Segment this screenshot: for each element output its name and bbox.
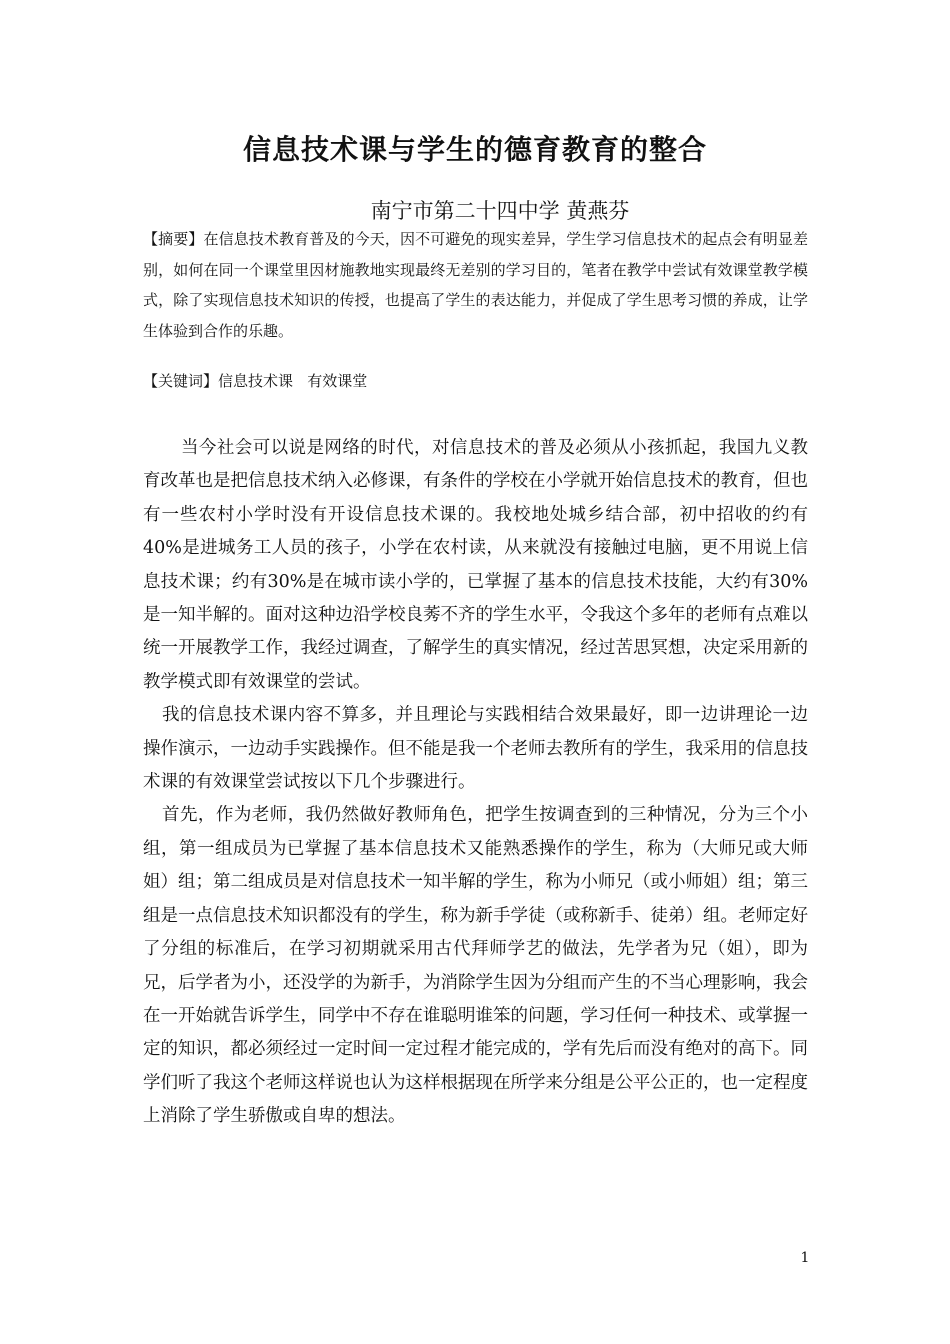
body-paragraph: 我的信息技术课内容不算多，并且理论与实践相结合效果最好，即一边讲理论一边操作演示，一边动手实践操作。但不能是我一个老师去教所有的学生，我采用的信息技术课的有效课堂尝试按以下几个步骤进行。: [143, 705, 808, 793]
body-text: [143, 432, 808, 1134]
body-paragraph: 当今社会可以说是网络的时代，对信息技术的普及必须从小孩抓起，我国九义教育改革也是把信息技术纳入必修课，有条件的学校在小学就开始信息技术的教育，但也有一些农村小学时没有开设信息技术课的。我校地处城乡结合部，初中招收的约有40%是进城务工人员的孩子，小学在农村读，从来就没有接触过电脑，更不用说上信息技术课；约有30%是在城市读小学的，已掌握了基本的信息技术技能，大约有30%是一知半解的。面对这种边沿学校良莠不齐的学生水平，令我这个多年的老师有点难以统一开展教学工作，我经过调查，了解学生的真实情况，经过苦思冥想，决定采用新的教学模式即有效课堂的尝试。: [143, 438, 808, 692]
page-number: 1: [800, 1250, 810, 1266]
abstract-paragraph: 【摘要】在信息技术教育普及的今天，因不可避免的现实差异，学生学习信息技术的起点会有明显差别，如何在同一个课堂里因材施教地实现最终无差别的学习目的，笔者在教学中尝试有效课堂教学模式，除了实现信息技术知识的传授，也提高了学生的表达能力，并促成了学生思考习惯的养成，让学生体验到合作的乐趣。: [143, 230, 808, 340]
body-paragraph: 首先，作为老师，我仍然做好教师角色，把学生按调查到的三种情况，分为三个小组，第一组成员为已掌握了基本信息技术又能熟悉操作的学生，称为（大师兄或大师姐）组；第二组成员是对信息技术一知半解的学生，称为小师兄（或小师姐）组；第三组是一点信息技术知识都没有的学生，称为新手学徒（或称新手、徒弟）组。老师定好了分组的标准后，在学习初期就采用古代拜师学艺的做法，先学者为兄（姐），即为兄，后学者为小，还没学的为新手，为消除学生因为分组而产生的不当心理影响，我会在一开始就告诉学生，同学中不存在谁聪明谁笨的问题，学习任何一种技术、或掌握一定的知识，都必须经过一定时间一定过程才能完成的，学有先后而没有绝对的高下。同学们听了我这个老师这样说也认为这样根据现在所学来分组是公平公正的，也一定程度上消除了学生骄傲或自卑的想法。: [143, 805, 808, 1127]
keywords-line: 【关键词】信息技术课 有效课堂: [143, 372, 368, 390]
document-title: 信息技术课与学生的德育教育的整合: [242, 133, 707, 166]
author-line: 南宁市第二十四中学 黄燕芬: [370, 199, 630, 223]
